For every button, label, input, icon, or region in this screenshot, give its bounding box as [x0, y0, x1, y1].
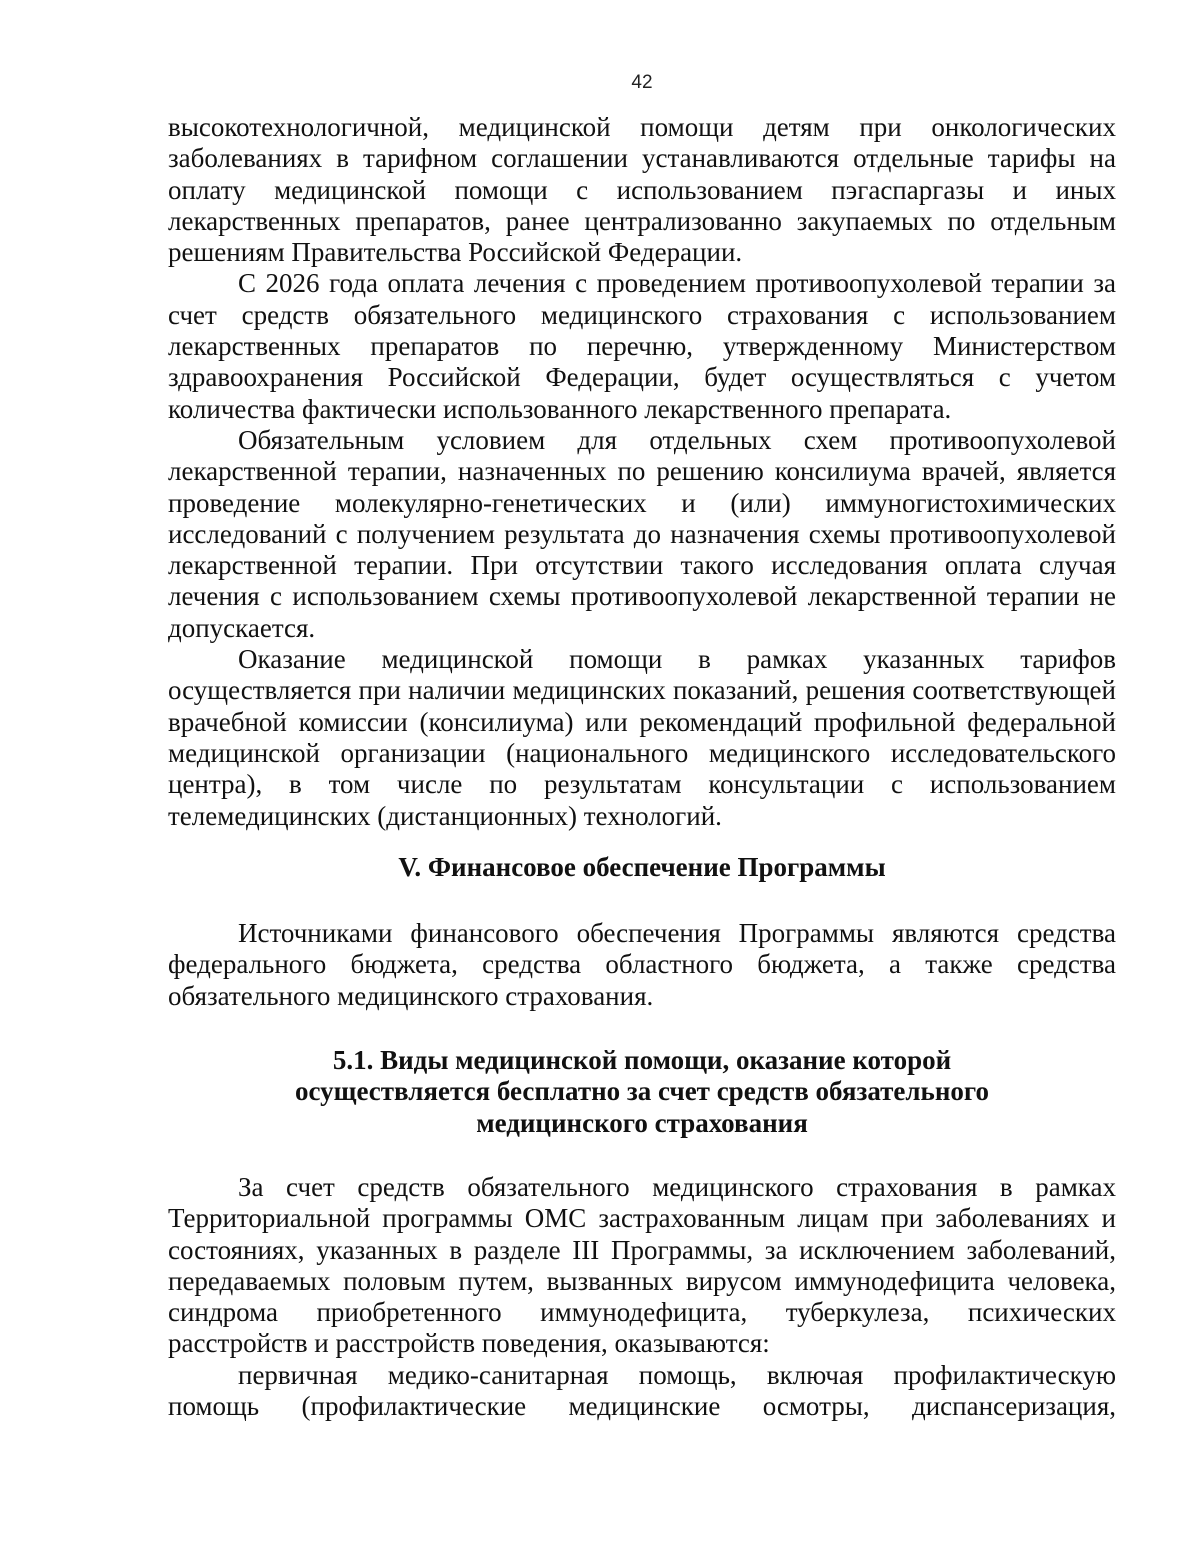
paragraph-mandatory-condition: Обязательным условием для отдельных схем противоопухолевой лекарственной терапии, назначенных по решению консилиума врачей, является проведение молекулярно-генетических и (или) иммуногистохимических исследований с получением результата до назначения схемы противоопухолевой лекарственной терапии. При отсутствии такого исследования оплата случая лечения с использованием схемы противоопухолевой лекарственной терапии не допускается.: [168, 424, 1116, 643]
document-body: [168, 112, 1116, 1422]
section-heading-oms-care-types: [168, 1045, 1116, 1139]
paragraph-tariff-provision: Оказание медицинской помощи в рамках указанных тарифов осуществляется при наличии медицинских показаний, решения соответствующей врачебной комиссии (консилиума) или рекомендаций профильной федеральной медицинской организации (национального медицинского исследовательского центра), в том числе по результатам консультации с использованием телемедицинских (дистанционных) технологий.: [168, 644, 1116, 831]
paragraph-2026-payment: С 2026 года оплата лечения с проведением противоопухолевой терапии за счет средств обязательного медицинского страхования с использованием лекарственных препаратов по перечню, утвержденному Министерством здравоохранения Российской Федерации, будет осуществляться с учетом количества фактически использованного лекарственного препарата.: [168, 268, 1116, 424]
paragraph-primary-care: первичная медико-санитарная помощь, включая профилактическую помощь (профилактические медицинские осмотры, диспансеризация,: [168, 1359, 1116, 1421]
heading-line-2: осуществляется бесплатно за счет средств обязательного: [295, 1076, 989, 1107]
heading-line-1: 5.1. Виды медицинской помощи, оказание которой: [332, 1045, 952, 1076]
section-heading-financing: V. Финансовое обеспечение Программы: [398, 851, 886, 882]
page-number: 42: [631, 72, 653, 93]
paragraph-tariffs-continuation: высокотехнологичной, медицинской помощи детям при онкологических заболеваниях в тарифном соглашении устанавливаются отдельные тарифы на оплату медицинской помощи с использованием пэгаспаргазы и иных лекарственных препаратов, ранее централизованно закупаемых по отдельным решениям Правительства Российской Федерации.: [168, 112, 1116, 268]
heading-line-3: медицинского страхования: [476, 1107, 808, 1138]
paragraph-oms-coverage: За счет средств обязательного медицинского страхования в рамках Территориальной программы ОМС застрахованным лицам при заболеваниях и состояниях, указанных в разделе III Программы, за исключением заболеваний, передаваемых половым путем, вызванных вирусом иммунодефицита человека, синдрома приобретенного иммунодефицита, туберкулеза, психических расстройств и расстройств поведения, оказываются:: [168, 1171, 1116, 1359]
paragraph-financing-sources: Источниками финансового обеспечения Программы являются средства федерального бюджета, средства областного бюджета, а также средства обязательного медицинского страхования.: [168, 918, 1116, 1011]
